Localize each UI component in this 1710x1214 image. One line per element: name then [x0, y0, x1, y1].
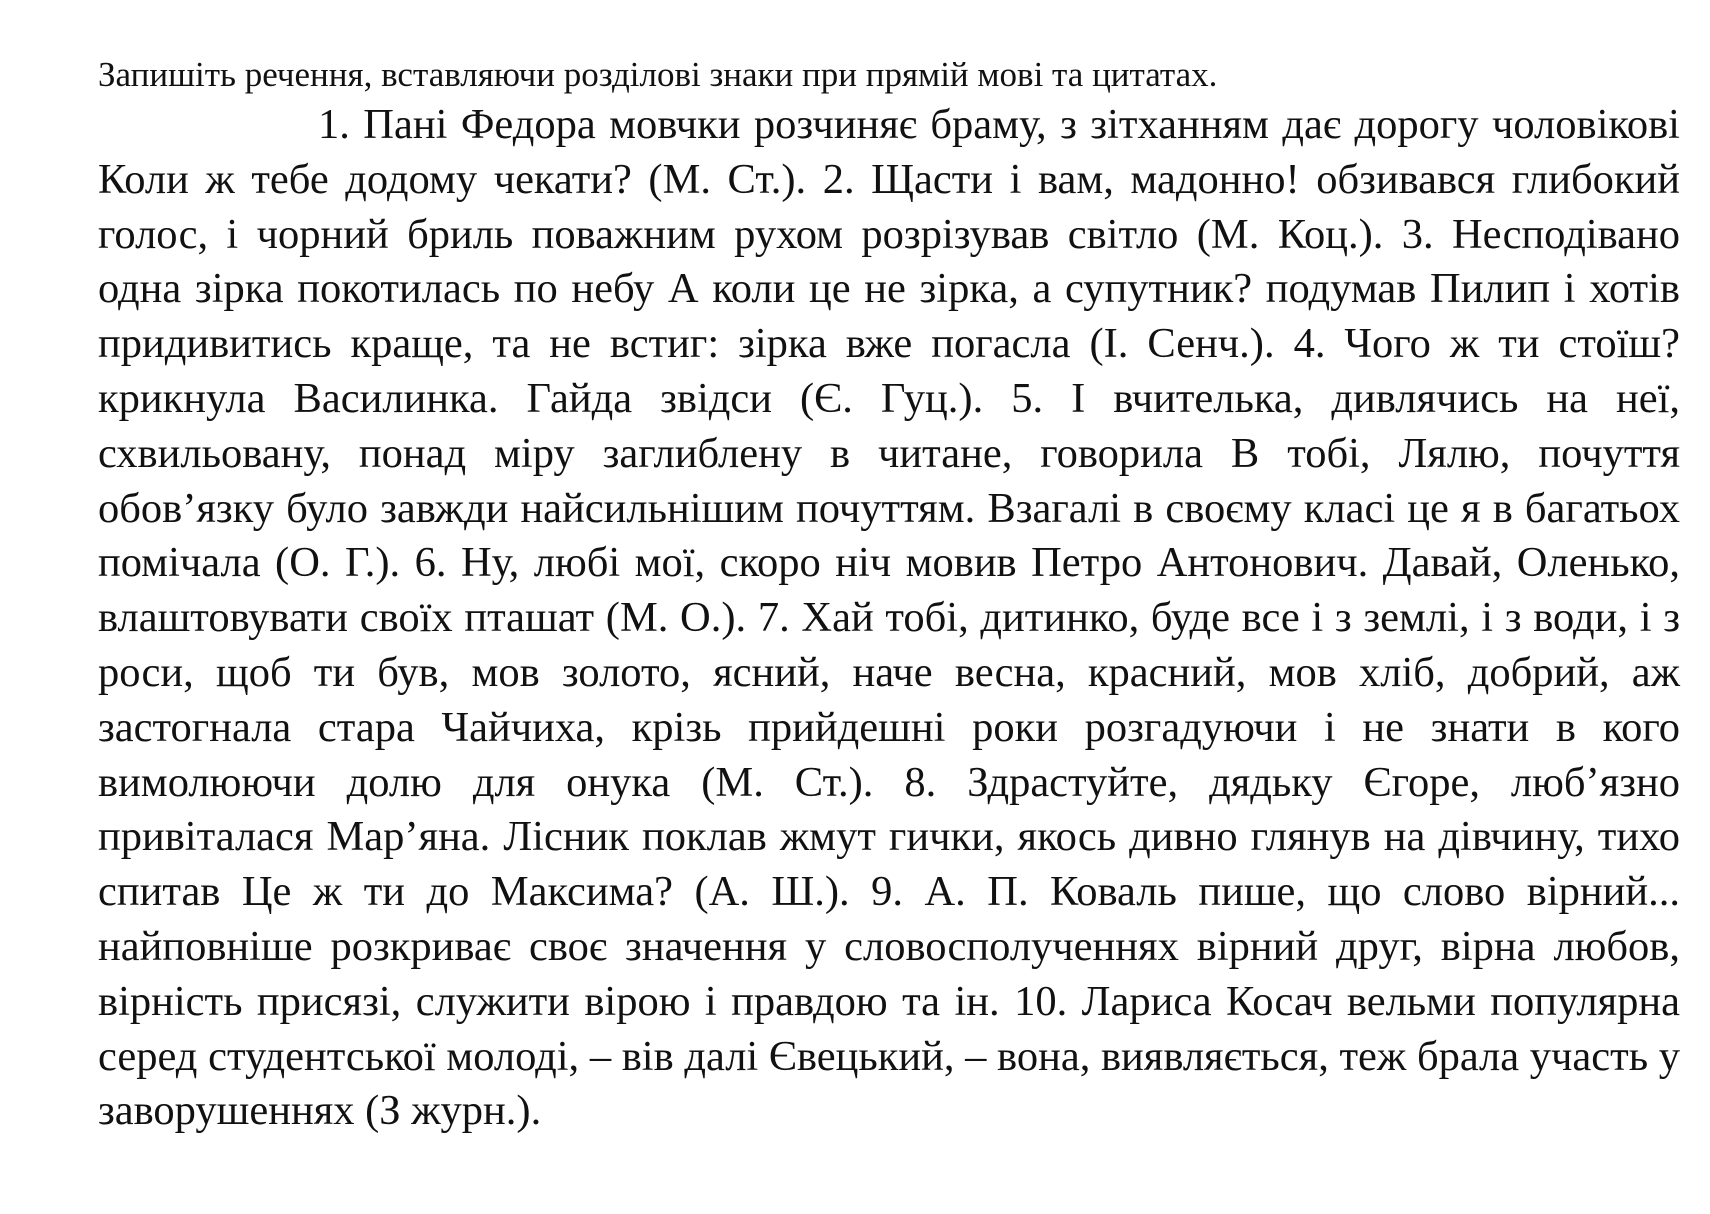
sentence-5: 5. І вчителька, дивлячись на неї, схвильовану, понад міру заглиблену в читане, говорила В тобі, Лялю, почуття обов’язку було завжди найсильнішим почуттям. Взагалі в своєму класі це я в багатьох помічала (О. Г.). [98, 374, 1681, 587]
sentence-9: 9. А. П. Коваль пише, що слово вірний... найповніше розкриває своє значення у словосполученнях вірний друг, вірна любов, вірність присязі, служити вірою і правдою та ін. [98, 868, 1680, 1025]
sentence-4: 4. Чого ж ти стоїш? крикнула Василинка. Гайда звідси (Є. Гуц.). [98, 320, 1681, 422]
sentence-1: 1. Пані Федора мовчки розчиняє браму, з зітханням дає дорогу чоловікові Коли ж тебе додому чекати? (М. Ст.). [98, 101, 1680, 203]
sentence-6: 6. Ну, любі мої, скоро ніч мовив Петро Антонович. Давай, Оленько, влаштовувати своїх пташат (М. О.). [98, 539, 1680, 642]
exercise-text [98, 98, 1680, 1198]
sentence-2: 2. Щасти і вам, мадонно! обзивався глибокий голос, і чорний бриль поважним рухом розрізував світло (М. Коц.). [98, 155, 1681, 258]
exercise-instruction: Запишіть речення, вставляючи розділові знаки при прямій мові та цитатах. [98, 55, 1218, 94]
sentence-3: 3. Несподівано одна зірка покотилась по небу А коли це не зірка, а супутник? подумав Пилип і хотів придивитись краще, та не встиг: зірка вже погасла (І. Сенч.). [98, 210, 1681, 368]
sentence-7: 7. Хай тобі, дитинко, буде все і з землі, і з води, і з роси, щоб ти був, мов золото, ясний, наче весна, красний, мов хліб, добрий, аж застогнала стара Чайчиха, крізь прийдешні роки розгадуючи і не знати в кого вимолюючи долю для онука (М. Ст.). [98, 594, 1680, 806]
sentence-8: 8. Здрастуйте, дядьку Єгоре, люб’язно привіталася Мар’яна. Лісник поклав жмут гички, якось дивно глянув на дівчину, тихо спитав Це ж ти до Максима? (А. Ш.). [98, 758, 1680, 916]
sentence-10: 10. Лариса Косач вельми популярна серед студентської молоді, – вів далі Євецький, – вона, виявляється, теж брала участь у заворушеннях (З журн.). [98, 977, 1680, 1135]
